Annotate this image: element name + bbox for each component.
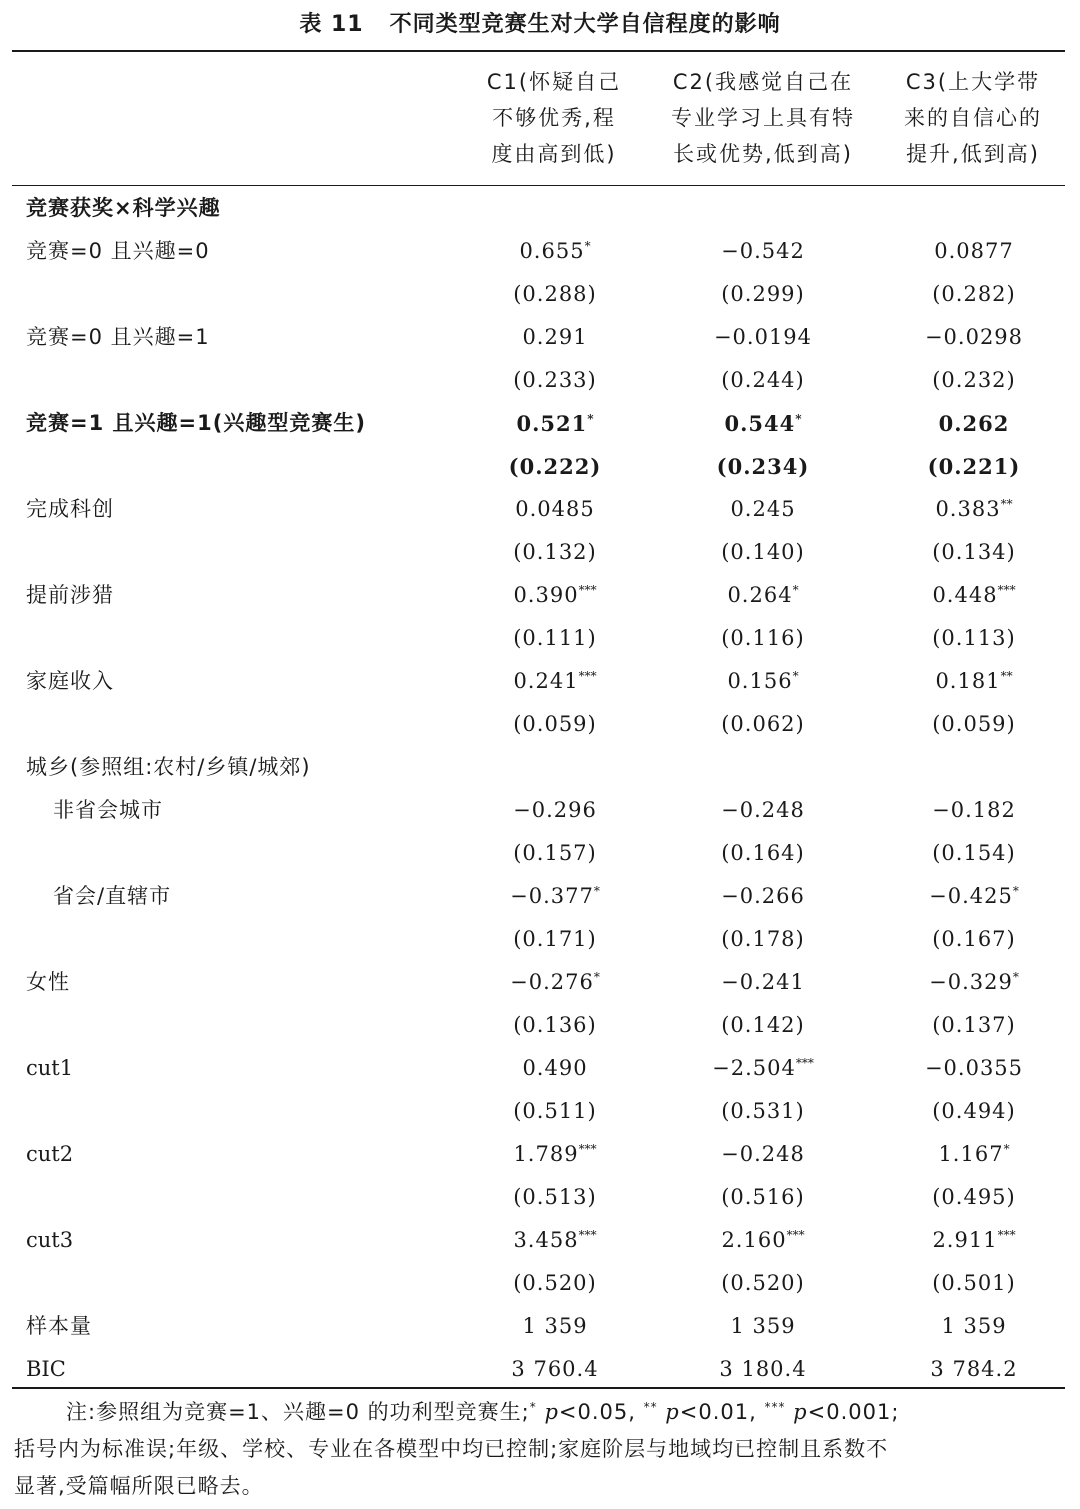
header-line: 不够优秀,程 <box>492 106 616 130</box>
table-row-se <box>0 617 1080 660</box>
cell-c2 <box>655 1047 871 1090</box>
cell-value: −0.377 <box>510 884 594 908</box>
table-row-se <box>0 359 1080 402</box>
cell-value: (0.059) <box>932 712 1016 736</box>
cell-c2 <box>655 488 871 531</box>
cell-value: 0.490 <box>522 1056 588 1080</box>
table-row-se <box>0 531 1080 574</box>
table-row <box>0 1219 1080 1262</box>
cell-c3 <box>882 961 1066 1004</box>
cell-c3 <box>882 359 1066 402</box>
sig-marker: * <box>1012 970 1019 984</box>
cell-value: (0.154) <box>932 841 1016 865</box>
row-label: cut3 <box>26 1228 74 1252</box>
row-label: cut2 <box>26 1142 74 1166</box>
cell-c3 <box>882 703 1066 746</box>
cell-value: (0.513) <box>513 1185 597 1209</box>
cell-c2 <box>655 1176 871 1219</box>
cell-value: 0.291 <box>522 325 588 349</box>
header-rule <box>12 185 1065 186</box>
cell-value: (0.132) <box>513 540 597 564</box>
cell-c1 <box>470 531 640 574</box>
cell-value: −0.241 <box>721 970 805 994</box>
cell-c2 <box>655 961 871 1004</box>
table-number: 表 11 <box>299 11 364 37</box>
cell-value: (0.516) <box>721 1185 805 1209</box>
sig-marker: * <box>584 239 591 253</box>
cell-value: 0.181 <box>935 669 1001 693</box>
row-label: 提前涉猎 <box>26 583 114 607</box>
cell-value: (0.111) <box>513 626 597 650</box>
note-text: <0.01, <box>679 1400 757 1424</box>
sig-marker: *** <box>578 1142 597 1156</box>
cell-value: (0.157) <box>513 841 597 865</box>
cell-c1 <box>470 187 640 230</box>
cell-c1 <box>470 1262 640 1305</box>
cell-c3 <box>882 1348 1066 1391</box>
cell-c1 <box>470 746 640 789</box>
cell-c1 <box>470 789 640 832</box>
cell-value: (0.171) <box>513 927 597 951</box>
cell-c3 <box>882 660 1066 703</box>
cell-c3 <box>882 1305 1066 1348</box>
cell-value: −0.0194 <box>713 325 813 349</box>
table-row <box>0 789 1080 832</box>
header-line: C3(上大学带 <box>905 70 1041 94</box>
cell-c2 <box>655 273 871 316</box>
cell-value: 0.544 <box>724 411 796 436</box>
cell-c3 <box>882 1004 1066 1047</box>
cell-c3 <box>882 574 1066 617</box>
cell-c3 <box>882 445 1066 488</box>
bottom-rule <box>12 1387 1065 1389</box>
cell-value: (0.164) <box>721 841 805 865</box>
sig-marker: *** <box>578 1228 597 1242</box>
sig-marker: * <box>792 583 799 597</box>
cell-value: (0.116) <box>721 626 805 650</box>
cell-c2 <box>655 1133 871 1176</box>
cell-value: 3.458 <box>513 1228 579 1252</box>
cell-c3 <box>882 832 1066 875</box>
cell-value: (0.520) <box>721 1271 805 1295</box>
cell-value: (0.059) <box>513 712 597 736</box>
cell-c1 <box>470 230 640 273</box>
sig-marker: * <box>587 412 594 426</box>
cell-value: −0.266 <box>721 884 805 908</box>
cell-c3 <box>882 746 1066 789</box>
cell-c3 <box>882 230 1066 273</box>
cell-c2 <box>655 746 871 789</box>
table-row <box>0 574 1080 617</box>
cell-c1 <box>470 359 640 402</box>
header-line: 来的自信心的 <box>904 106 1042 130</box>
cell-c2 <box>655 316 871 359</box>
cell-value: 0.0877 <box>934 239 1014 263</box>
cell-value: (0.140) <box>721 540 805 564</box>
cell-c3 <box>882 1133 1066 1176</box>
cell-c1 <box>470 832 640 875</box>
cell-value: (0.531) <box>721 1099 805 1123</box>
cell-c1 <box>470 1047 640 1090</box>
cell-c2 <box>655 445 871 488</box>
cell-c2 <box>655 402 871 445</box>
top-rule <box>12 50 1065 52</box>
table-row <box>0 1047 1080 1090</box>
cell-value: 3 760.4 <box>511 1357 599 1381</box>
sig-marker: ** <box>1000 669 1013 683</box>
cell-value: (0.520) <box>513 1271 597 1295</box>
cell-value: 0.264 <box>727 583 793 607</box>
cell-c2 <box>655 1262 871 1305</box>
cell-value: (0.495) <box>932 1185 1016 1209</box>
cell-c2 <box>655 1219 871 1262</box>
cell-c3 <box>882 1047 1066 1090</box>
note-line-3: 显著,受篇幅所限已略去。 <box>14 1474 264 1498</box>
sig-marker: *** <box>578 669 597 683</box>
table-row <box>0 746 1080 789</box>
cell-value: (0.113) <box>932 626 1016 650</box>
cell-value: −0.425 <box>929 884 1013 908</box>
note-line-2: 括号内为标准误;年级、学校、专业在各模型中均已控制;家庭阶层与地域均已控制且系数不 <box>14 1437 889 1461</box>
row-label: 家庭收入 <box>26 669 114 693</box>
cell-c1 <box>470 961 640 1004</box>
cell-value: −2.504 <box>712 1056 796 1080</box>
row-label: 非省会城市 <box>53 798 163 822</box>
table-row-se <box>0 273 1080 316</box>
cell-c1 <box>470 1348 640 1391</box>
cell-value: 1 359 <box>522 1314 588 1338</box>
sig-marker: * <box>795 412 802 426</box>
cell-c3 <box>882 402 1066 445</box>
table-row <box>0 316 1080 359</box>
header-line: C2(我感觉自己在 <box>672 70 854 94</box>
sig-marker: *** <box>795 1056 814 1070</box>
sig-marker: * <box>1003 1142 1010 1156</box>
table-row <box>0 488 1080 531</box>
cell-value: 2.911 <box>932 1228 998 1252</box>
cell-value: 2.160 <box>721 1228 787 1252</box>
cell-c3 <box>882 1219 1066 1262</box>
cell-value: (0.178) <box>721 927 805 951</box>
row-label: BIC <box>26 1357 66 1381</box>
cell-value: 0.655 <box>519 239 585 263</box>
cell-value: (0.222) <box>508 454 602 479</box>
section-label: 城乡(参照组:农村/乡镇/城郊) <box>26 755 311 779</box>
cell-value: −0.542 <box>721 239 805 263</box>
cell-value: (0.282) <box>932 282 1016 306</box>
cell-c2 <box>655 359 871 402</box>
sig-marker: *** <box>997 1228 1016 1242</box>
table-row-se <box>0 703 1080 746</box>
cell-value: 1 359 <box>941 1314 1007 1338</box>
cell-value: −0.248 <box>721 1142 805 1166</box>
cell-c3 <box>882 617 1066 660</box>
cell-value: −0.276 <box>510 970 594 994</box>
sig-marker: * <box>529 1400 537 1414</box>
cell-value: (0.511) <box>513 1099 597 1123</box>
cell-c3 <box>882 789 1066 832</box>
cell-c3 <box>882 1262 1066 1305</box>
table-row-se <box>0 1176 1080 1219</box>
table-row-se <box>0 918 1080 961</box>
cell-value: (0.167) <box>932 927 1016 951</box>
cell-c1 <box>470 574 640 617</box>
cell-c3 <box>882 316 1066 359</box>
table-row <box>0 1305 1080 1348</box>
cell-c2 <box>655 1348 871 1391</box>
cell-c2 <box>655 574 871 617</box>
row-label: 女性 <box>26 970 70 994</box>
table-row <box>0 187 1080 230</box>
p-symbol: p <box>544 1400 559 1424</box>
cell-c1 <box>470 316 640 359</box>
table-row-se <box>0 832 1080 875</box>
cell-c3 <box>882 531 1066 574</box>
cell-value: (0.232) <box>932 368 1016 392</box>
cell-value: 0.241 <box>513 669 579 693</box>
sig-marker: *** <box>764 1400 786 1414</box>
table-title: 不同类型竞赛生对大学自信程度的影响 <box>389 11 781 37</box>
cell-value: 1 359 <box>730 1314 796 1338</box>
cell-c1 <box>470 445 640 488</box>
cell-c3 <box>882 1090 1066 1133</box>
sig-marker: * <box>792 669 799 683</box>
cell-value: (0.234) <box>716 454 810 479</box>
cell-c1 <box>470 1305 640 1348</box>
section-label: 竞赛获奖×科学兴趣 <box>26 196 221 220</box>
cell-c2 <box>655 918 871 961</box>
cell-c1 <box>470 703 640 746</box>
note-line-1 <box>14 1394 1066 1431</box>
cell-c2 <box>655 1004 871 1047</box>
sig-marker: * <box>1012 884 1019 898</box>
cell-c3 <box>882 875 1066 918</box>
cell-c1 <box>470 488 640 531</box>
cell-value: (0.134) <box>932 540 1016 564</box>
cell-value: (0.233) <box>513 368 597 392</box>
cell-c2 <box>655 1090 871 1133</box>
cell-c2 <box>655 1305 871 1348</box>
table-row <box>0 230 1080 273</box>
column-header-c1 <box>468 64 640 176</box>
column-header-c3 <box>884 64 1062 176</box>
note-text: 注:参照组为竞赛=1、兴趣=0 的功利型竞赛生; <box>66 1400 530 1424</box>
table-row-se <box>0 1262 1080 1305</box>
table-row <box>0 875 1080 918</box>
cell-value: (0.299) <box>721 282 805 306</box>
table-row <box>0 1133 1080 1176</box>
header-line: 度由高到低) <box>491 142 617 166</box>
cell-value: 0.0485 <box>515 497 595 521</box>
sig-marker: ** <box>643 1400 658 1414</box>
row-label: 竞赛=1 且兴趣=1(兴趣型竞赛生) <box>26 411 366 435</box>
cell-value: (0.288) <box>513 282 597 306</box>
cell-c1 <box>470 1090 640 1133</box>
cell-c2 <box>655 875 871 918</box>
cell-c2 <box>655 660 871 703</box>
cell-value: −0.0355 <box>924 1056 1024 1080</box>
cell-value: 0.245 <box>730 497 796 521</box>
cell-c2 <box>655 789 871 832</box>
row-label: 竞赛=0 且兴趣=0 <box>26 239 210 263</box>
sig-marker: *** <box>786 1228 805 1242</box>
cell-value: −0.248 <box>721 798 805 822</box>
cell-value: (0.221) <box>927 454 1021 479</box>
cell-c1 <box>470 1176 640 1219</box>
cell-c2 <box>655 230 871 273</box>
sig-marker: *** <box>578 583 597 597</box>
cell-value: −0.0298 <box>924 325 1024 349</box>
cell-c1 <box>470 875 640 918</box>
header-line: 提升,低到高) <box>906 142 1040 166</box>
table-row-se <box>0 1004 1080 1047</box>
sig-marker: ** <box>1000 497 1013 511</box>
cell-value: (0.062) <box>721 712 805 736</box>
header-line: 专业学习上具有特 <box>671 106 855 130</box>
cell-c1 <box>470 918 640 961</box>
cell-value: −0.296 <box>513 798 597 822</box>
cell-value: 0.390 <box>513 583 579 607</box>
cell-c2 <box>655 617 871 660</box>
cell-c3 <box>882 187 1066 230</box>
row-label: 省会/直辖市 <box>53 884 172 908</box>
cell-c2 <box>655 531 871 574</box>
note-text: <0.05, <box>558 1400 636 1424</box>
cell-c1 <box>470 617 640 660</box>
cell-value: −0.329 <box>929 970 1013 994</box>
cell-value: (0.501) <box>932 1271 1016 1295</box>
cell-value: −0.182 <box>932 798 1016 822</box>
cell-c3 <box>882 273 1066 316</box>
sig-marker: *** <box>997 583 1016 597</box>
cell-value: (0.136) <box>513 1013 597 1037</box>
cell-c1 <box>470 1133 640 1176</box>
cell-c3 <box>882 1176 1066 1219</box>
cell-c3 <box>882 488 1066 531</box>
cell-value: 0.521 <box>516 411 588 436</box>
cell-value: (0.244) <box>721 368 805 392</box>
cell-c2 <box>655 832 871 875</box>
cell-value: 0.383 <box>935 497 1001 521</box>
table-row-se <box>0 1090 1080 1133</box>
row-label: 样本量 <box>26 1314 92 1338</box>
cell-value: 0.448 <box>932 583 998 607</box>
cell-c3 <box>882 918 1066 961</box>
cell-value: 1.789 <box>513 1142 579 1166</box>
cell-value: 0.156 <box>727 669 793 693</box>
row-label: 完成科创 <box>26 497 114 521</box>
column-header-c2 <box>650 64 876 176</box>
cell-value: (0.137) <box>932 1013 1016 1037</box>
row-label: 竞赛=0 且兴趣=1 <box>26 325 210 349</box>
table-row-se <box>0 445 1080 488</box>
sig-marker: * <box>593 884 600 898</box>
table-caption <box>0 0 1080 44</box>
cell-value: (0.142) <box>721 1013 805 1037</box>
cell-c1 <box>470 402 640 445</box>
sig-marker: * <box>593 970 600 984</box>
cell-c1 <box>470 660 640 703</box>
table-row <box>0 961 1080 1004</box>
table-row <box>0 402 1080 445</box>
cell-value: 3 784.2 <box>930 1357 1018 1381</box>
table-note <box>14 1394 1066 1505</box>
cell-value: 0.262 <box>938 411 1010 436</box>
cell-value: 3 180.4 <box>719 1357 807 1381</box>
cell-value: (0.494) <box>932 1099 1016 1123</box>
header-line: C1(怀疑自己 <box>486 70 622 94</box>
cell-c1 <box>470 273 640 316</box>
cell-c1 <box>470 1004 640 1047</box>
note-text: <0.001; <box>807 1400 900 1424</box>
row-label: cut1 <box>26 1056 74 1080</box>
table-row <box>0 660 1080 703</box>
cell-value: 1.167 <box>938 1142 1004 1166</box>
header-line: 长或优势,低到高) <box>673 142 853 166</box>
cell-c2 <box>655 187 871 230</box>
cell-c1 <box>470 1219 640 1262</box>
cell-c2 <box>655 703 871 746</box>
table-row <box>0 1348 1080 1391</box>
p-symbol: p <box>665 1400 680 1424</box>
p-symbol: p <box>793 1400 808 1424</box>
